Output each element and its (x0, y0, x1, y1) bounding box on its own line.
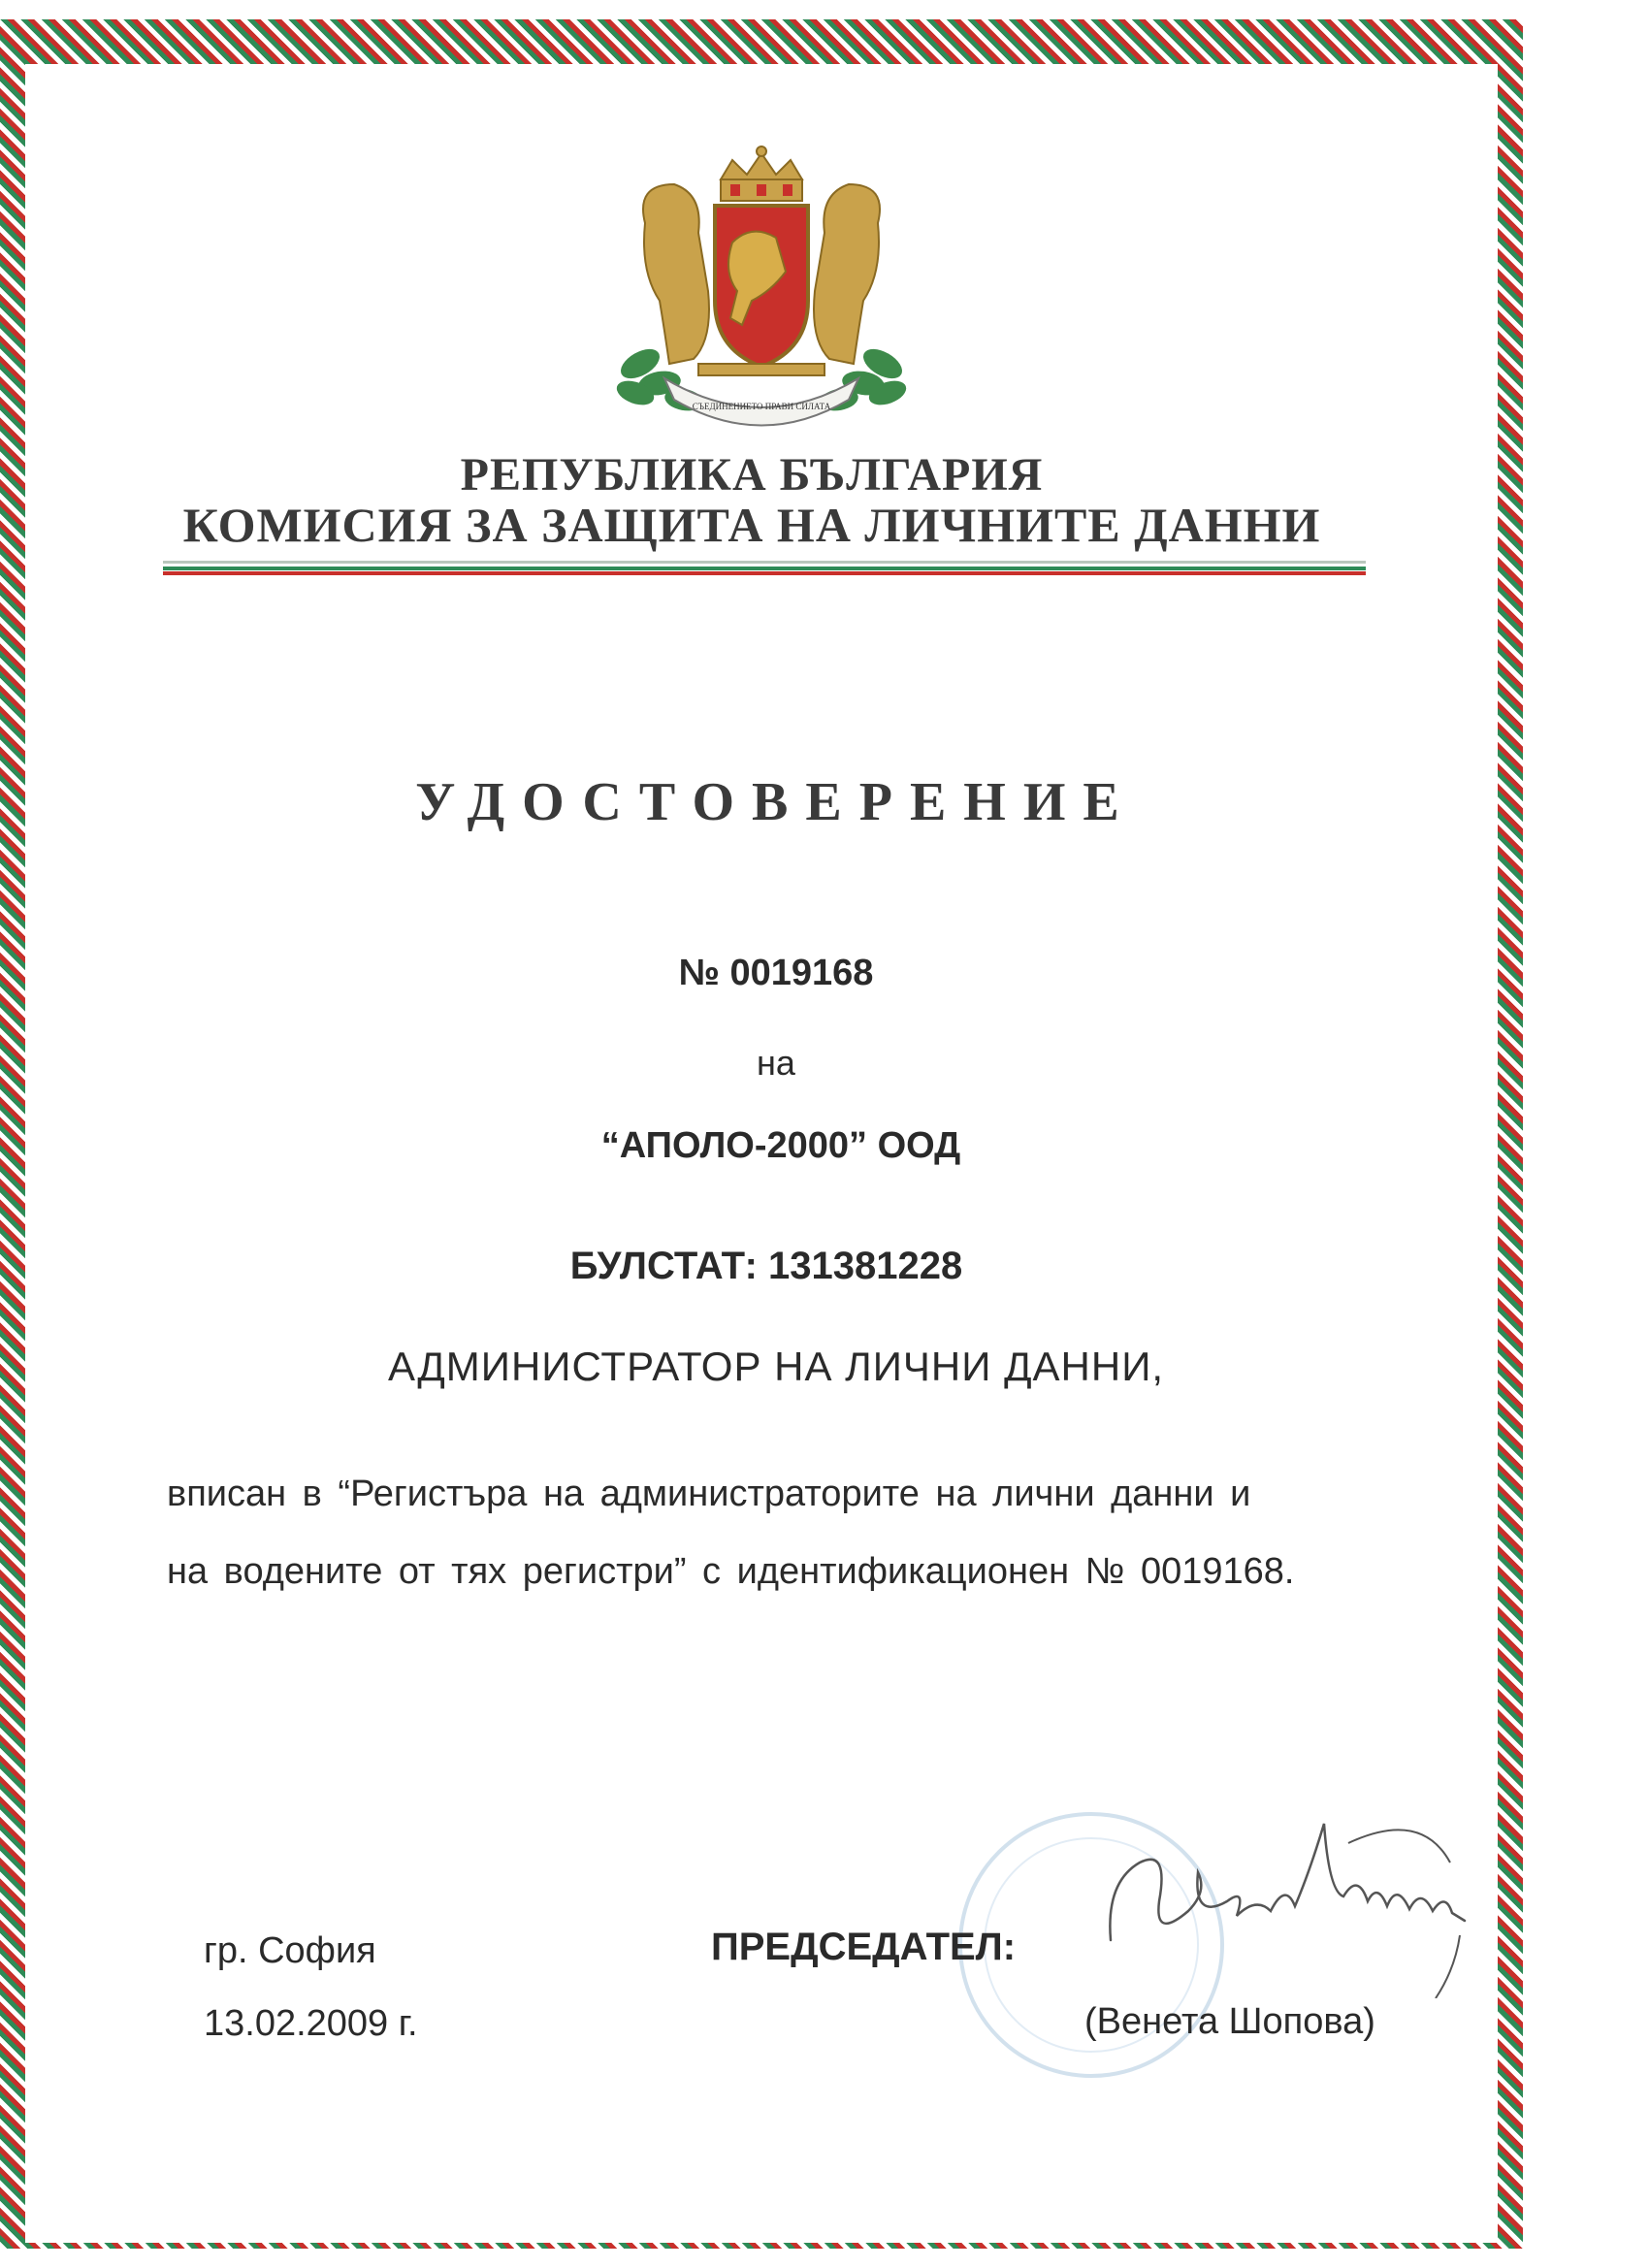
body-line-2: на водените от тях регистри” с идентификационен № 0019168. (167, 1551, 1295, 1592)
header-commission: КОМИСИЯ ЗА ЗАЩИТА НА ЛИЧНИТЕ ДАННИ (182, 498, 1321, 552)
header-rule-white (163, 561, 1366, 564)
issue-date: 13.02.2009 г. (204, 2003, 418, 2044)
chairman-label: ПРЕДСЕДАТЕЛ: (711, 1926, 1017, 1968)
bulgarian-coat-of-arms-icon (606, 146, 917, 437)
header-rule-red (163, 571, 1366, 575)
certificate-na: на (757, 1043, 795, 1083)
header-republic: РЕПУБЛИКА БЪЛГАРИЯ (460, 449, 1044, 501)
administrator-role: АДМИНИСТРАТОР НА ЛИЧНИ ДАННИ, (387, 1344, 1165, 1389)
certificate-number: № 0019168 (678, 953, 874, 993)
svg-text:СЪЕДИНЕНИЕТО ПРАВИ СИЛАТА: СЪЕДИНЕНИЕТО ПРАВИ СИЛАТА (692, 402, 831, 411)
chairman-signature-icon (1101, 1804, 1479, 1998)
header-rule-green (163, 567, 1366, 570)
chairman-name: (Венета Шопова) (1084, 2001, 1375, 2042)
body-line-1: вписан в “Регистъра на администраторите на лични данни и (167, 1474, 1251, 1514)
certificate-title: УДОСТОВЕРЕНИЕ (415, 772, 1137, 832)
company-name: “АПОЛО-2000” ООД (600, 1125, 961, 1166)
city: гр. София (204, 1930, 376, 1971)
bulstat: БУЛСТАТ: 131381228 (569, 1245, 963, 1287)
